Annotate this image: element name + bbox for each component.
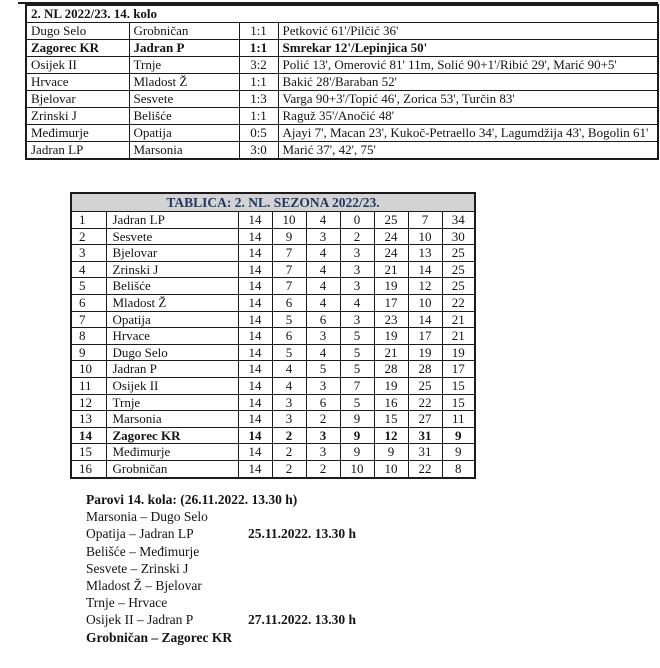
rank-cell: 3: [71, 245, 106, 262]
standings-row: [71, 228, 475, 245]
match-row: [26, 74, 658, 91]
fixture-date: 25.11.2022. 13.30 h: [248, 526, 357, 542]
rank-cell: 5: [71, 278, 106, 295]
home-team-cell: Zrinski J: [26, 108, 129, 125]
standings-row: [71, 411, 475, 428]
played-cell: 14: [238, 311, 272, 328]
team-cell: Jadran P: [106, 361, 238, 378]
points-cell: 21: [442, 328, 475, 345]
points-cell: 34: [442, 212, 475, 229]
goals-for-cell: 15: [374, 411, 408, 428]
points-cell: 19: [442, 344, 475, 361]
team-cell: Zagorec KR: [106, 427, 238, 444]
home-team-cell: Zagorec KR: [26, 40, 129, 57]
rank-cell: 15: [71, 444, 106, 461]
away-team-cell: Jadran P: [129, 40, 239, 57]
scorers-cell: Bakić 28'/Baraban 52': [278, 74, 658, 91]
team-cell: Dugo Selo: [106, 344, 238, 361]
losses-cell: 3: [340, 311, 374, 328]
played-cell: 14: [238, 212, 272, 229]
wins-cell: 7: [272, 278, 306, 295]
scorers-cell: Petković 61'/Pilčić 36': [278, 23, 658, 40]
team-cell: Osijek II: [106, 377, 238, 394]
match-row: [26, 23, 658, 40]
score-cell: 3:0: [239, 142, 278, 160]
team-cell: Mladost Ž: [106, 294, 238, 311]
played-cell: 14: [238, 411, 272, 428]
home-team-cell: Dugo Selo: [26, 23, 129, 40]
draws-cell: 5: [306, 361, 340, 378]
rank-cell: 9: [71, 344, 106, 361]
draws-cell: 3: [306, 444, 340, 461]
losses-cell: 3: [340, 261, 374, 278]
wins-cell: 3: [272, 394, 306, 411]
goals-against-cell: 10: [408, 294, 442, 311]
losses-cell: 9: [340, 411, 374, 428]
fixture-pair: Trnje – Hrvace: [86, 595, 168, 611]
goals-against-cell: 7: [408, 212, 442, 229]
goals-for-cell: 24: [374, 228, 408, 245]
standings-row: [71, 460, 475, 477]
standings-row: [71, 361, 475, 378]
away-team-cell: Mladost Ž: [129, 74, 239, 91]
losses-cell: 9: [340, 427, 374, 444]
draws-cell: 4: [306, 344, 340, 361]
wins-cell: 5: [272, 311, 306, 328]
scorers-cell: Ajayi 7', Macan 23', Kukoč-Petraello 34', Lagumdžija 43', Bogolin 61': [278, 125, 658, 142]
scorers-cell: Varga 90+3'/Topić 46', Zorica 53', Turčin 83': [278, 91, 658, 108]
wins-cell: 6: [272, 328, 306, 345]
goals-against-cell: 10: [408, 228, 442, 245]
fixture-line: [86, 560, 297, 577]
draws-cell: 2: [306, 411, 340, 428]
results-table: [25, 4, 659, 160]
team-cell: Zrinski J: [106, 261, 238, 278]
draws-cell: 6: [306, 394, 340, 411]
goals-for-cell: 23: [374, 311, 408, 328]
losses-cell: 9: [340, 444, 374, 461]
goals-for-cell: 10: [374, 460, 408, 477]
fixtures-heading: Parovi 14. kola: (26.11.2022. 13.30 h): [86, 492, 298, 507]
fixture-pair: Sesvete – Zrinski J: [86, 560, 189, 576]
goals-against-cell: 19: [408, 344, 442, 361]
wins-cell: 4: [272, 377, 306, 394]
losses-cell: 0: [340, 212, 374, 229]
wins-cell: 9: [272, 228, 306, 245]
goals-for-cell: 24: [374, 245, 408, 262]
scorers-cell: Raguž 35'/Anočić 48': [278, 108, 658, 125]
rank-cell: 11: [71, 377, 106, 394]
team-cell: Sesvete: [106, 228, 238, 245]
draws-cell: 4: [306, 278, 340, 295]
played-cell: 14: [238, 328, 272, 345]
rank-cell: 13: [71, 411, 106, 428]
played-cell: 14: [238, 394, 272, 411]
draws-cell: 6: [306, 311, 340, 328]
draws-cell: 3: [306, 427, 340, 444]
losses-cell: 3: [340, 278, 374, 295]
away-team-cell: Opatija: [129, 125, 239, 142]
points-cell: 30: [442, 228, 475, 245]
goals-against-cell: 14: [408, 261, 442, 278]
wins-cell: 2: [272, 444, 306, 461]
team-cell: Bjelovar: [106, 245, 238, 262]
played-cell: 14: [238, 427, 272, 444]
team-cell: Opatija: [106, 311, 238, 328]
match-row: [26, 142, 658, 160]
goals-for-cell: 9: [374, 444, 408, 461]
played-cell: 14: [238, 228, 272, 245]
scorers-cell: Polić 13', Omerović 81' 11m, Solić 90+1'/Ribić 29', Marić 90+5': [278, 57, 658, 74]
goals-for-cell: 25: [374, 212, 408, 229]
home-team-cell: Bjelovar: [26, 91, 129, 108]
team-cell: Hrvace: [106, 328, 238, 345]
standings-row: [71, 245, 475, 262]
goals-against-cell: 25: [408, 377, 442, 394]
goals-for-cell: 19: [374, 377, 408, 394]
match-row: [26, 91, 658, 108]
draws-cell: 3: [306, 228, 340, 245]
score-cell: 1:1: [239, 40, 278, 57]
rank-cell: 4: [71, 261, 106, 278]
goals-against-cell: 27: [408, 411, 442, 428]
team-cell: Marsonia: [106, 411, 238, 428]
goals-against-cell: 13: [408, 245, 442, 262]
goals-against-cell: 22: [408, 460, 442, 477]
standings-row: [71, 212, 475, 229]
home-team-cell: Osijek II: [26, 57, 129, 74]
standings-table: [70, 192, 476, 479]
fixtures-section: [86, 491, 357, 646]
rank-cell: 16: [71, 460, 106, 477]
goals-for-cell: 21: [374, 344, 408, 361]
rank-cell: 8: [71, 328, 106, 345]
fixture-line: [86, 629, 297, 646]
points-cell: 11: [442, 411, 475, 428]
fixture-line: [86, 577, 297, 594]
standings-row: [71, 294, 475, 311]
wins-cell: 3: [272, 411, 306, 428]
standings-row: [71, 328, 475, 345]
rank-cell: 10: [71, 361, 106, 378]
goals-for-cell: 17: [374, 294, 408, 311]
losses-cell: 10: [340, 460, 374, 477]
wins-cell: 2: [272, 460, 306, 477]
rank-cell: 7: [71, 311, 106, 328]
fixture-line: [86, 525, 357, 542]
match-row: [26, 57, 658, 74]
home-team-cell: Međimurje: [26, 125, 129, 142]
home-team-cell: Hrvace: [26, 74, 129, 91]
match-row: [26, 40, 658, 57]
fixture-pair: Belišće – Međimurje: [86, 543, 200, 559]
draws-cell: 4: [306, 261, 340, 278]
wins-cell: 7: [272, 245, 306, 262]
score-cell: 0:5: [239, 125, 278, 142]
goals-against-cell: 31: [408, 444, 442, 461]
away-team-cell: Belišće: [129, 108, 239, 125]
goals-against-cell: 17: [408, 328, 442, 345]
fixture-line: [86, 543, 297, 560]
goals-for-cell: 16: [374, 394, 408, 411]
points-cell: 8: [442, 460, 475, 477]
goals-against-cell: 28: [408, 361, 442, 378]
team-cell: Grobničan: [106, 460, 238, 477]
played-cell: 14: [238, 245, 272, 262]
played-cell: 14: [238, 361, 272, 378]
standings-row: [71, 444, 475, 461]
scorers-cell: Marić 37', 42', 75': [278, 142, 658, 160]
match-row: [26, 125, 658, 142]
home-team-cell: Jadran LP: [26, 142, 129, 160]
fixture-pair: Osijek II – Jadran P: [86, 612, 194, 628]
goals-for-cell: 12: [374, 427, 408, 444]
fixture-pair: Marsonia – Dugo Selo: [86, 509, 208, 525]
goals-against-cell: 22: [408, 394, 442, 411]
standings-row: [71, 311, 475, 328]
losses-cell: 5: [340, 394, 374, 411]
standings-title-row: [71, 193, 475, 212]
played-cell: 14: [238, 261, 272, 278]
losses-cell: 2: [340, 228, 374, 245]
score-cell: 1:3: [239, 91, 278, 108]
losses-cell: 5: [340, 328, 374, 345]
goals-for-cell: 19: [374, 278, 408, 295]
results-title-row: [26, 5, 658, 23]
standings-row: [71, 377, 475, 394]
rank-cell: 14: [71, 427, 106, 444]
points-cell: 9: [442, 444, 475, 461]
points-cell: 22: [442, 294, 475, 311]
draws-cell: 2: [306, 460, 340, 477]
goals-against-cell: 31: [408, 427, 442, 444]
goals-for-cell: 19: [374, 328, 408, 345]
team-cell: Jadran LP: [106, 212, 238, 229]
fixture-line: [86, 508, 297, 525]
wins-cell: 6: [272, 294, 306, 311]
goals-against-cell: 14: [408, 311, 442, 328]
losses-cell: 5: [340, 361, 374, 378]
scorers-cell: Smrekar 12'/Lepinjica 50': [278, 40, 658, 57]
losses-cell: 5: [340, 344, 374, 361]
points-cell: 9: [442, 427, 475, 444]
fixture-date: 27.11.2022. 13.30 h: [248, 612, 357, 628]
away-team-cell: Sesvete: [129, 91, 239, 108]
draws-cell: 3: [306, 328, 340, 345]
wins-cell: 2: [272, 427, 306, 444]
score-cell: 1:1: [239, 23, 278, 40]
points-cell: 21: [442, 311, 475, 328]
wins-cell: 5: [272, 344, 306, 361]
rank-cell: 2: [71, 228, 106, 245]
played-cell: 14: [238, 444, 272, 461]
wins-cell: 10: [272, 212, 306, 229]
losses-cell: 3: [340, 245, 374, 262]
fixture-pair: Opatija – Jadran LP: [86, 526, 194, 542]
rank-cell: 12: [71, 394, 106, 411]
draws-cell: 3: [306, 377, 340, 394]
away-team-cell: Marsonia: [129, 142, 239, 160]
score-cell: 3:2: [239, 57, 278, 74]
team-cell: Trnje: [106, 394, 238, 411]
team-cell: Belišće: [106, 278, 238, 295]
draws-cell: 4: [306, 245, 340, 262]
goals-for-cell: 28: [374, 361, 408, 378]
standings-title: TABLICA: 2. NL. SEZONA 2022/23.: [71, 193, 475, 212]
wins-cell: 7: [272, 261, 306, 278]
played-cell: 14: [238, 460, 272, 477]
standings-row: [71, 278, 475, 295]
points-cell: 15: [442, 394, 475, 411]
away-team-cell: Trnje: [129, 57, 239, 74]
rank-cell: 6: [71, 294, 106, 311]
goals-against-cell: 12: [408, 278, 442, 295]
draws-cell: 4: [306, 294, 340, 311]
away-team-cell: Grobničan: [129, 23, 239, 40]
played-cell: 14: [238, 377, 272, 394]
fixture-pair: Mladost Ž – Bjelovar: [86, 577, 202, 593]
team-cell: Međimurje: [106, 444, 238, 461]
played-cell: 14: [238, 278, 272, 295]
wins-cell: 4: [272, 361, 306, 378]
played-cell: 14: [238, 344, 272, 361]
standings-row: [71, 394, 475, 411]
standings-row: [71, 261, 475, 278]
match-row: [26, 108, 658, 125]
points-cell: 25: [442, 278, 475, 295]
fixture-line: [86, 594, 297, 611]
played-cell: 14: [238, 294, 272, 311]
fixture-line: [86, 611, 357, 628]
points-cell: 15: [442, 377, 475, 394]
standings-row: [71, 427, 475, 444]
losses-cell: 7: [340, 377, 374, 394]
points-cell: 25: [442, 245, 475, 262]
goals-for-cell: 21: [374, 261, 408, 278]
score-cell: 1:1: [239, 74, 278, 91]
score-cell: 1:1: [239, 108, 278, 125]
losses-cell: 4: [340, 294, 374, 311]
points-cell: 17: [442, 361, 475, 378]
rank-cell: 1: [71, 212, 106, 229]
draws-cell: 4: [306, 212, 340, 229]
results-title: 2. NL 2022/23. 14. kolo: [26, 5, 658, 23]
points-cell: 25: [442, 261, 475, 278]
standings-row: [71, 344, 475, 361]
fixture-pair: Grobničan – Zagorec KR: [86, 629, 233, 645]
